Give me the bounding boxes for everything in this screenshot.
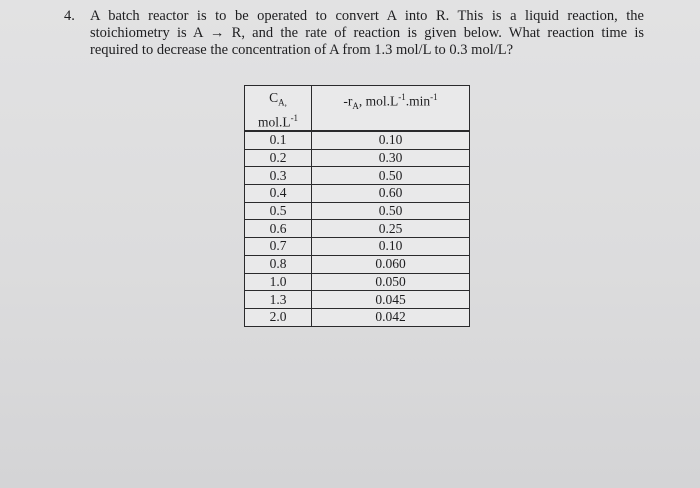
table-row bbox=[245, 291, 470, 309]
header-rate: $-r_A$, $mol.L^{-1}.\min^{-1}$ bbox=[312, 86, 470, 132]
question-text bbox=[90, 8, 644, 59]
rate-cell: 0.25 bbox=[312, 220, 470, 238]
rate-cell: 0.060 bbox=[312, 255, 470, 273]
rate-cell: 0.50 bbox=[312, 167, 470, 185]
rate-cell: 0.50 bbox=[312, 202, 470, 220]
question-number: 4. bbox=[64, 8, 75, 24]
concentration-cell: 0.7 bbox=[245, 238, 312, 256]
rate-cell: 0.045 bbox=[312, 291, 470, 309]
rate-cell: 0.60 bbox=[312, 185, 470, 203]
table-row bbox=[245, 167, 470, 185]
table-row bbox=[245, 308, 470, 326]
concentration-cell: 0.6 bbox=[245, 220, 312, 238]
concentration-cell: 0.1 bbox=[245, 131, 312, 149]
rate-cell: 0.050 bbox=[312, 273, 470, 291]
rate-cell: 0.042 bbox=[312, 308, 470, 326]
rate-data-table bbox=[244, 85, 470, 327]
table-row bbox=[245, 220, 470, 238]
concentration-cell: 1.3 bbox=[245, 291, 312, 309]
table-row bbox=[245, 273, 470, 291]
concentration-cell: 0.2 bbox=[245, 149, 312, 167]
rate-cell: 0.10 bbox=[312, 131, 470, 149]
concentration-cell: 1.0 bbox=[245, 273, 312, 291]
concentration-cell: 0.3 bbox=[245, 167, 312, 185]
concentration-cell: 2.0 bbox=[245, 308, 312, 326]
rate-cell: 0.30 bbox=[312, 149, 470, 167]
question-line-1: A batch reactor is to be operated to convert A into R. This is a liquid reaction, the bbox=[90, 8, 644, 24]
table-row bbox=[245, 185, 470, 203]
table-row bbox=[245, 238, 470, 256]
table-row bbox=[245, 255, 470, 273]
concentration-cell: 0.4 bbox=[245, 185, 312, 203]
rate-cell: 0.10 bbox=[312, 238, 470, 256]
concentration-cell: 0.8 bbox=[245, 255, 312, 273]
table-row bbox=[245, 131, 470, 149]
table-row bbox=[245, 149, 470, 167]
question-line-2: stoichiometry is A → R, and the rate of reaction is given below. What reaction time is bbox=[90, 25, 644, 41]
concentration-cell: 0.5 bbox=[245, 202, 312, 220]
header-concentration: $C_{A,}$ $mol.L^{-1}$ bbox=[245, 86, 312, 132]
table-row bbox=[245, 202, 470, 220]
question-line-3: required to decrease the concentration of A from 1.3 mol/L to 0.3 mol/L? bbox=[90, 42, 514, 58]
